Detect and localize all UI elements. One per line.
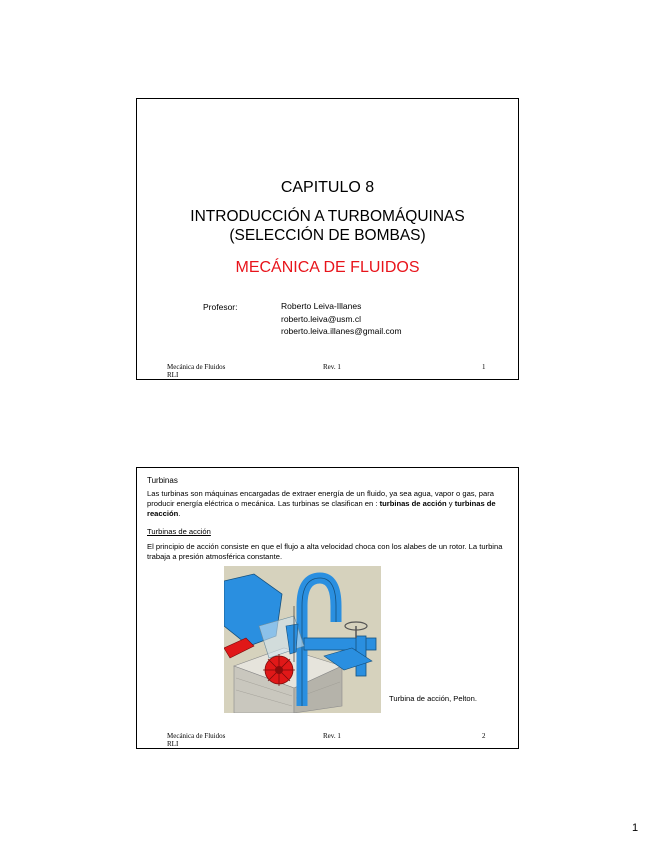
subheading-action-turbines: Turbinas de acción: [147, 527, 211, 536]
slide-1: [136, 98, 519, 380]
professor-name: Roberto Leiva-Illanes: [281, 301, 362, 311]
paragraph-turbines: [147, 489, 511, 519]
figure-caption: Turbina de acción, Pelton.: [389, 694, 477, 703]
chapter-title: CAPITULO 8: [280, 179, 375, 196]
paragraph-end: .: [178, 509, 181, 518]
title-line-1: INTRODUCCIÓN A TURBOMÁQUINAS: [190, 208, 465, 225]
professor-email-1: roberto.leiva@usm.cl: [281, 313, 361, 324]
footer-slide-number: 2: [482, 732, 486, 740]
footer-course-name: Mecánica de Fluidos: [167, 363, 226, 371]
slide-2: [136, 467, 519, 749]
page-number: 1: [632, 822, 639, 834]
pelton-turbine-illustration: [224, 566, 381, 713]
paragraph-action-principle: El principio de acción consiste en que el flujo a alta velocidad choca con los alabes de un rotor. La turbina trabaja a presión atmosférica constante.: [147, 542, 503, 561]
professor-label: Profesor:: [203, 302, 238, 312]
footer-revision: Rev. 1: [323, 732, 341, 740]
footer-course-name: Mecánica de Fluidos: [167, 732, 226, 740]
subject-title: MECÁNICA DE FLUIDOS: [235, 259, 420, 276]
footer-slide-number: 1: [482, 363, 486, 371]
footer-course: [167, 732, 225, 748]
footer-initials: RLI: [167, 740, 179, 748]
footer-course: [167, 363, 225, 379]
slide-title: [137, 207, 518, 245]
paragraph-text: Las turbinas son máquinas encargadas de extraer energía de un fluido, ya sea agua, vapor o gas, para producir energía eléctrica o mecánica. Las turbinas se clasifican en :: [147, 489, 495, 508]
title-line-2: (SELECCIÓN DE BOMBAS): [229, 227, 426, 244]
professor-email-2: roberto.leiva.illanes@gmail.com: [281, 326, 402, 336]
term-reaction-turbines: turbinas de reacción: [147, 499, 496, 518]
term-action-turbines: turbinas de acción: [379, 499, 447, 508]
paragraph-conjunction: y: [446, 499, 455, 508]
slide-heading: Turbinas: [147, 476, 178, 485]
professor-info: [281, 300, 402, 338]
footer-revision: Rev. 1: [323, 363, 341, 371]
footer-initials: RLI: [167, 371, 179, 379]
